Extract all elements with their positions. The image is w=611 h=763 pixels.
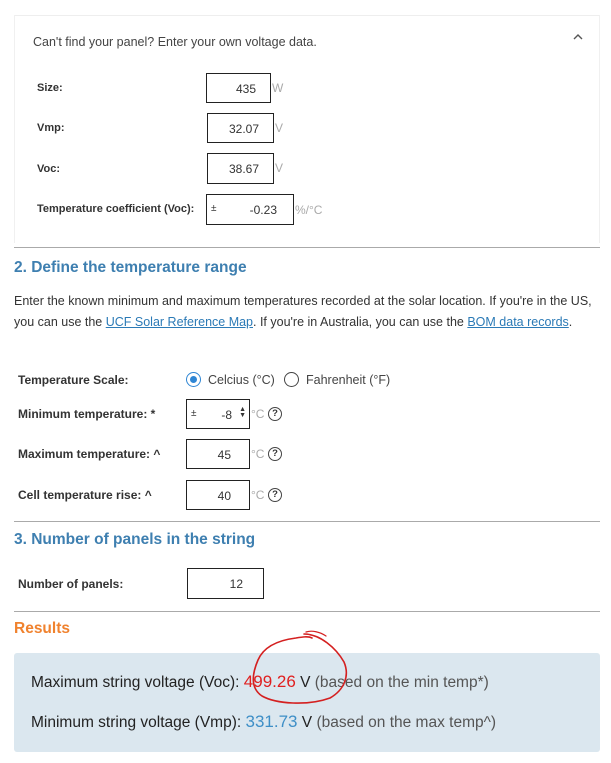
- max-temperature-help-icon[interactable]: ?: [268, 447, 282, 461]
- max-temperature-unit: °C: [251, 447, 265, 461]
- temp-coefficient-input[interactable]: [206, 194, 294, 225]
- max-temperature-label: Maximum temperature: ^: [18, 447, 161, 461]
- section-divider: [14, 521, 600, 522]
- temp-coefficient-label: Temperature coefficient (Voc):: [37, 203, 195, 215]
- celsius-radio-label[interactable]: Celcius (°C): [208, 373, 275, 387]
- size-value: 435: [235, 82, 256, 96]
- cell-temperature-rise-input[interactable]: [186, 480, 250, 510]
- size-label: Size:: [37, 82, 63, 94]
- fahrenheit-radio-label[interactable]: Fahrenheit (°F): [306, 373, 391, 387]
- cell-temperature-rise-unit: °C: [251, 488, 265, 502]
- cell-temperature-rise-value: 40: [217, 489, 231, 503]
- min-temperature-help-icon[interactable]: ?: [268, 407, 282, 421]
- max-string-voltage-line: [31, 672, 489, 692]
- min-string-voltage-line: [31, 712, 496, 732]
- temp-coefficient-unit: %/°C: [295, 203, 323, 217]
- intro-text-2: . If you're in Australia, you can use the: [253, 315, 468, 329]
- min-temperature-label: Minimum temperature: *: [18, 407, 156, 421]
- temp-coefficient-value: -0.23: [249, 203, 277, 217]
- results-title: Results: [14, 620, 70, 637]
- max-string-voltage-unit: V: [300, 674, 311, 691]
- vmp-input[interactable]: [207, 113, 274, 143]
- intro-text-1: Enter the known minimum and maximum temperatures recorded at the solar location. If you're in the US, you can use the: [14, 294, 592, 329]
- vmp-unit: V: [275, 121, 284, 135]
- vmp-label: Vmp:: [37, 122, 65, 134]
- max-string-voltage-value: 499.26: [243, 672, 296, 691]
- min-plus-minus-toggle[interactable]: ±: [191, 408, 197, 419]
- number-of-panels-input[interactable]: [187, 568, 264, 599]
- number-of-panels-value: 12: [229, 577, 243, 591]
- chevron-up-icon[interactable]: [572, 31, 584, 45]
- voc-unit: V: [275, 161, 284, 175]
- vmp-value: 32.07: [228, 122, 259, 136]
- min-string-voltage-label: Minimum string voltage (Vmp):: [31, 714, 242, 731]
- size-unit: W: [272, 81, 284, 95]
- max-string-voltage-label: Maximum string voltage (Voc):: [31, 674, 240, 691]
- plus-minus-toggle[interactable]: ±: [211, 203, 217, 214]
- celsius-radio[interactable]: [186, 372, 201, 387]
- section-2-intro: [14, 291, 600, 333]
- voc-input[interactable]: [207, 153, 274, 184]
- min-string-voltage-unit: V: [301, 714, 313, 731]
- ucf-map-link[interactable]: UCF Solar Reference Map: [105, 315, 254, 329]
- bom-data-link[interactable]: BOM data records: [467, 315, 569, 329]
- temperature-scale-label: Temperature Scale:: [18, 373, 129, 387]
- size-input[interactable]: [206, 73, 271, 103]
- number-spinner-icon[interactable]: ▲ ▼: [239, 406, 246, 419]
- section-divider: [14, 247, 600, 248]
- max-string-voltage-note: (based on the min temp*): [314, 674, 489, 691]
- number-of-panels-label: Number of panels:: [18, 577, 124, 591]
- voc-value: 38.67: [228, 162, 259, 176]
- min-temperature-value: -8: [221, 408, 232, 422]
- custom-panel-header[interactable]: Can't find your panel? Enter your own voltage data.: [33, 35, 317, 49]
- cell-temperature-rise-help-icon[interactable]: ?: [268, 488, 282, 502]
- fahrenheit-radio[interactable]: [284, 372, 299, 387]
- min-string-voltage-value: 331.73: [245, 712, 298, 731]
- min-string-voltage-note: (based on the max temp^): [316, 714, 497, 731]
- voc-label: Voc:: [37, 163, 61, 175]
- min-temperature-unit: °C: [251, 407, 265, 421]
- intro-text-3: .: [568, 315, 573, 329]
- section-2-title: 2. Define the temperature range: [14, 259, 247, 276]
- results-panel: [14, 653, 600, 752]
- max-temperature-value: 45: [217, 448, 231, 462]
- cell-temperature-rise-label: Cell temperature rise: ^: [18, 488, 152, 502]
- min-temperature-input[interactable]: [186, 399, 250, 429]
- section-divider: [14, 611, 600, 612]
- section-3-title: 3. Number of panels in the string: [14, 531, 256, 548]
- max-temperature-input[interactable]: [186, 439, 250, 469]
